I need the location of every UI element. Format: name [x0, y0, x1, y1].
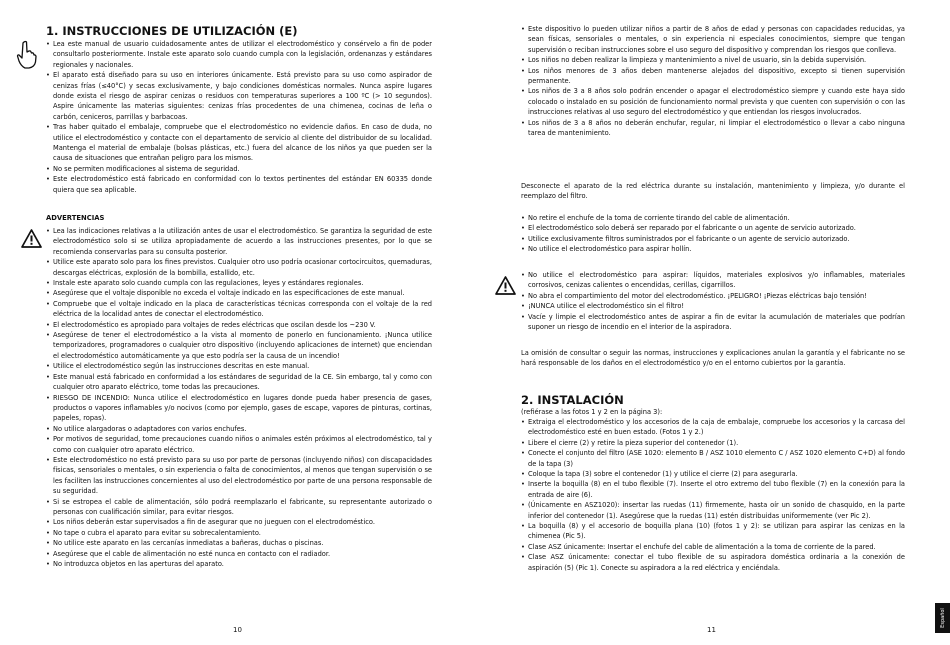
list-item: • Coloque la tapa (3) sobre el contenedor (1) y utilice el cierre (2) para asegurarla.: [521, 469, 905, 479]
list-item: • El electrodoméstico solo deberá ser reparado por el fabricante o un agente de servicio autorizado.: [521, 223, 905, 233]
omission-paragraph: La omisión de consultar o seguir las normas, instrucciones y explicaciones anulan la garantía y el fabricante no se hará responsable de los daños en el electrodoméstico y/o en el entorno cubiertos por la garantía.: [521, 349, 905, 368]
power-list: [521, 213, 905, 255]
list-item: • Por motivos de seguridad, tome precauciones cuando niños o animales estén próximos al electrodoméstico, tal y como con cualquier otro aparato eléctrico.: [46, 434, 432, 455]
list-item: • No utilice el electrodoméstico para aspirar hollín.: [521, 244, 905, 254]
list-item: • Este manual está fabricado en conformidad a los estándares de seguridad de la CE. Sin embargo, tal y como con cualquier otro aparato eléctrico, tome todas las precauciones.: [46, 372, 432, 393]
list-item: • Los niños no deben realizar la limpieza y mantenimiento a nivel de usuario, sin la debida supervisión.: [521, 55, 905, 65]
list-item: • Lea este manual de usuario cuidadosamente antes de utilizar el electrodoméstico y consérvelo a fin de poder consultarlo posteriormente. Instale este aparato solo cuando cumpla con la legislación, ordenanzas y estándares regionales y nacionales.: [46, 39, 432, 70]
list-item: • Extraiga el electrodoméstico y los accesorios de la caja de embalaje, compruebe los accesorios y la carcasa del electrodoméstico esté en buen estado. (Fotos 1 y 2.): [521, 417, 905, 438]
list-item: • Vacíe y limpie el electrodoméstico antes de aspirar a fin de evitar la acumulación de materiales que podrían suponer un riesgo de incendio en el interior de la aspiradora.: [521, 312, 905, 333]
list-item: • Libere el cierre (2) y retire la pieza superior del contenedor (1).: [521, 438, 905, 448]
list-item: • (Únicamente en ASZ1020): insertar las ruedas (11) firmemente, hasta oír un sonido de chasquido, en la parte inferior del contenedor (1). Asegúrese que la ruedas (11) estén distribuidas uniformemente (ver Pic 2).: [521, 500, 905, 521]
list-item: • Utilice exclusivamente filtros suministrados por el fabricante o un agente de servicio autorizado.: [521, 234, 905, 244]
page-number-left: 10: [233, 626, 242, 634]
page-number-right: 11: [707, 626, 716, 634]
list-item: • Tras haber quitado el embalaje, compruebe que el electrodoméstico no evidencie daños. En caso de duda, no utilice el electrodoméstico y contacte con el departamento de servicio al cliente del distribuidor de su localidad. Mantenga el material de embalaje (bolsas plásticas, etc.) fuera del alcance de los niños ya que pueden ser la causa de situaciones que entrañan peligro para los mismos.: [46, 122, 432, 164]
list-item: • La boquilla (8) y el accesorio de boquilla plana (10) (fotos 1 y 2): se utilizan para aspirar las cenizas en la chimenea (Pic 5).: [521, 521, 905, 542]
list-item: • No se permiten modificaciones al sistema de seguridad.: [46, 164, 432, 174]
installation-list: [521, 417, 905, 573]
list-item: • No retire el enchufe de la toma de corriente tirando del cable de alimentación.: [521, 213, 905, 223]
children-list: [521, 24, 905, 138]
list-item: • Clase ASZ únicamente: conectar el tubo flexible de su aspiradora doméstica ordinaria a la conexión de aspiración (5) (Pic 1). Conecte su aspiradora a la red eléctrica y enciéndala.: [521, 552, 905, 573]
list-item: • No utilice este aparato en las cercanías inmediatas a bañeras, duchas o piscinas.: [46, 538, 432, 548]
list-item: • Asegúrese que el voltaje disponible no exceda el voltaje indicado en las especificaciones de este manual.: [46, 288, 432, 298]
warnings-heading: ADVERTENCIAS: [46, 214, 105, 222]
warning-icon: [21, 229, 42, 252]
list-item: • El aparato está diseñado para su uso en interiores únicamente. Está previsto para su uso como aspirador de cenizas frías (≤40°C) y secas exclusivamente, y bajo condiciones domésticas normales. Nunca aspire lugares donde exista el riesgo de aspirar cenizas o residuos con temperaturas superiores a 100 ºC (> 10 segundos). Aspire únicamente las materias siguientes: cenizas frías procedentes de una chimenea, cocinas de leña o carbón, ceniceros, parrillas y barbacoas.: [46, 70, 432, 122]
list-item: • Clase ASZ únicamente: Insertar el enchufe del cable de alimentación a la toma de corriente de la pared.: [521, 542, 905, 552]
list-item: • ¡NUNCA utilice el electrodoméstico sin el filtro!: [521, 301, 905, 311]
list-item: • Este electrodoméstico no está previsto para su uso por parte de personas (incluyendo niños) con discapacidades físicas, sensoriales o mentales, o sin experiencia o falta de conocimientos, al menos que tengan supervisión o se les faciliten las instrucciones concernientes al uso del electrodoméstico por parte de una persona responsable de su seguridad.: [46, 455, 432, 497]
list-item: • Este electrodoméstico está fabricado en conformidad con lo textos pertinentes del estándar EN 60335 donde quiera que sea aplicable.: [46, 174, 432, 195]
list-item: • Si se estropea el cable de alimentación, sólo podrá reemplazarlo el fabricante, su representante autorizado o personas con cualificación similar, para evitar riesgos.: [46, 497, 432, 518]
list-item: • No abra el compartimiento del motor del electrodoméstico. ¡PELIGRO! ¡Piezas eléctricas bajo tensión!: [521, 291, 905, 301]
list-item: • Los niños de 3 a 8 años solo podrán encender o apagar el electrodoméstico siempre y cuando este haya sido colocado o instalado en su posición de funcionamiento normal prevista y que cuenten con supervisión o con las instrucciones relativas al uso seguro del electrodoméstico y que entiendan los riesgos involucrados.: [521, 86, 905, 117]
list-item: • No utilice el electrodoméstico para aspirar: líquidos, materiales explosivos y/o inflamables, materiales corrosivos, cenizas calientes o encendidas, cerillas, cigarrillos.: [521, 270, 905, 291]
list-item: • Conecte el conjunto del filtro (ASE 1020: elemento B / ASZ 1010 elemento C / ASZ 1020 elemento C+D) al fondo de la tapa (3): [521, 448, 905, 469]
language-tab-label: Español: [939, 608, 946, 628]
list-item: • Compruebe que el voltaje indicado en la placa de características técnicas corresponda con el voltaje de la red eléctrica de la localidad antes de conectar el electrodoméstico.: [46, 299, 432, 320]
list-item: • Los niños de 3 a 8 años no deberán enchufar, regular, ni limpiar el electrodoméstico o llevar a cabo ninguna tarea de mantenimiento.: [521, 118, 905, 139]
list-item: • Utilice este aparato solo para los fines previstos. Cualquier otro uso podría ocasionar cortocircuitos, quemaduras, descargas eléctricas, explosión de la bombilla, estallido, etc.: [46, 257, 432, 278]
list-item: • Instale este aparato solo cuando cumpla con las regulaciones, leyes y estándares regionales.: [46, 278, 432, 288]
list-item: • Utilice el electrodoméstico según las instrucciones descritas en este manual.: [46, 361, 432, 371]
section-title-installation: 2. INSTALACIÓN: [521, 393, 624, 407]
language-tab: [935, 603, 950, 633]
list-item: • No tape o cubra el aparato para evitar su sobrecalentamiento.: [46, 528, 432, 538]
intro-list: [46, 39, 432, 195]
list-item: • Inserte la boquilla (8) en el tubo flexible (7). Inserte el otro extremo del tubo flexible (7) en la conexión para la entrada de aire (6).: [521, 479, 905, 500]
list-item: • No utilice alargadoras o adaptadores con varios enchufes.: [46, 424, 432, 434]
installation-reference: (refiérase a las fotos 1 y 2 en la página 3):: [521, 408, 663, 416]
list-item: • El electrodoméstico es apropiado para voltajes de redes eléctricas que oscilan desde los ~230 V.: [46, 320, 432, 330]
list-item: • Lea las indicaciones relativas a la utilización antes de usar el electrodoméstico. Se garantiza la seguridad de este electrodoméstico solo si se utiliza apropiadamente de acuerdo a las instrucciones presentes, por lo que se recomienda conservarlas para su consulta posterior.: [46, 226, 432, 257]
danger-list: [521, 270, 905, 332]
list-item: • Los niños deberán estar supervisados a fin de asegurar que no jueguen con el electrodoméstico.: [46, 517, 432, 527]
warning-icon: [495, 276, 516, 299]
section-title-instructions: 1. INSTRUCCIONES DE UTILIZACIÓN (E): [46, 24, 298, 38]
list-item: • RIESGO DE INCENDIO: Nunca utilice el electrodoméstico en lugares donde pueda haber presencia de gases, productos o vapores inflamables y/o nocivos (como por ejemplo, gases de escape, vapores de pinturas, cortinas, papeles, ropas).: [46, 393, 432, 424]
pointing-hand-icon: [16, 40, 38, 74]
list-item: • Los niños menores de 3 años deben mantenerse alejados del dispositivo, excepto si tienen supervisión permanente.: [521, 66, 905, 87]
warnings-list: [46, 226, 432, 569]
disconnect-paragraph: Desconecte el aparato de la red eléctrica durante su instalación, mantenimiento y limpieza, y/o durante el reemplazo del filtro.: [521, 182, 905, 201]
list-item: • Este dispositivo lo pueden utilizar niños a partir de 8 años de edad y personas con capacidades reducidas, ya sean físicas, sensoriales o mentales, o sin experiencia ni especiales conocimientos, siempre que tengan supervisión o reciban instrucciones sobre el uso seguro del dispositivo y comprendan los riesgos que conlleva.: [521, 24, 905, 55]
list-item: • Asegúrese de tener el electrodoméstico a la vista al momento de ponerlo en funcionamiento. ¡Nunca utilice temporizadores, programadores o cualquier otro dispositivo (incluyendo aplicaciones de internet) que enciendan el electrodoméstico automáticamente ya que esto podría ser la causa de un incendio!: [46, 330, 432, 361]
list-item: • No introduzca objetos en las aperturas del aparato.: [46, 559, 432, 569]
list-item: • Asegúrese que el cable de alimentación no esté nunca en contacto con el radiador.: [46, 549, 432, 559]
